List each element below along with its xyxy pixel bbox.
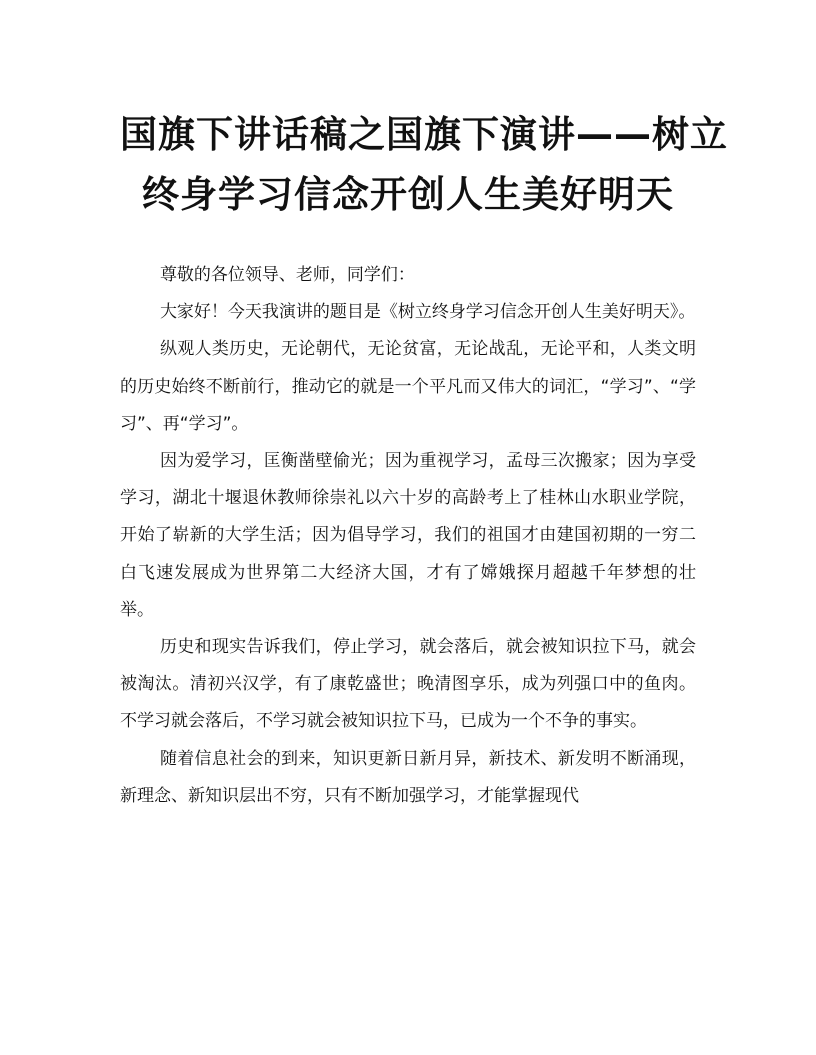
paragraph-information-society: 随着信息社会的到来，知识更新日新月异，新技术、新发明不断涌现，新理念、新知识层出不穷，只有不断加强学习，才能掌握现代 [120,748,696,806]
document-title-line-1: 国旗下讲话稿之国旗下演讲——树立 [120,113,728,156]
paragraph-greeting: 大家好！今天我演讲的题目是《树立终身学习信念开创人生美好明天》。 [159,302,696,323]
document-body [120,257,696,815]
paragraph-history: 纵观人类历史，无论朝代，无论贫富，无论战乱，无论平和，人类文明的历史始终不断前行，推动它的就是一个平凡而又伟大的词汇，“学习”、“学习”、再“学习”。 [120,339,696,434]
document-title-line-2: 终身学习信念开创人生美好明天 [142,173,674,216]
paragraph-salutation: 尊敬的各位领导、老师，同学们： [159,265,415,285]
paragraph-examples: 因为爱学习，匡衡凿壁偷光；因为重视学习，孟母三次搬家；因为享受学习，湖北十堰退休教师徐崇礼以六十岁的高龄考上了桂林山水职业学院，开始了崭新的大学生活；因为倡导学习，我们的祖国才由建国初期的一穷二白飞速发展成为世界第二大经济大国，才有了嫦娥探月超越千年梦想的壮举。 [120,451,696,620]
paragraph-reality: 历史和现实告诉我们，停止学习，就会落后，就会被知识拉下马，就会被淘汰。清初兴汉学，有了康乾盛世；晚清图享乐，成为列强口中的鱼肉。不学习就会落后，不学习就会被知识拉下马，已成为一个不争的事实。 [120,637,696,732]
